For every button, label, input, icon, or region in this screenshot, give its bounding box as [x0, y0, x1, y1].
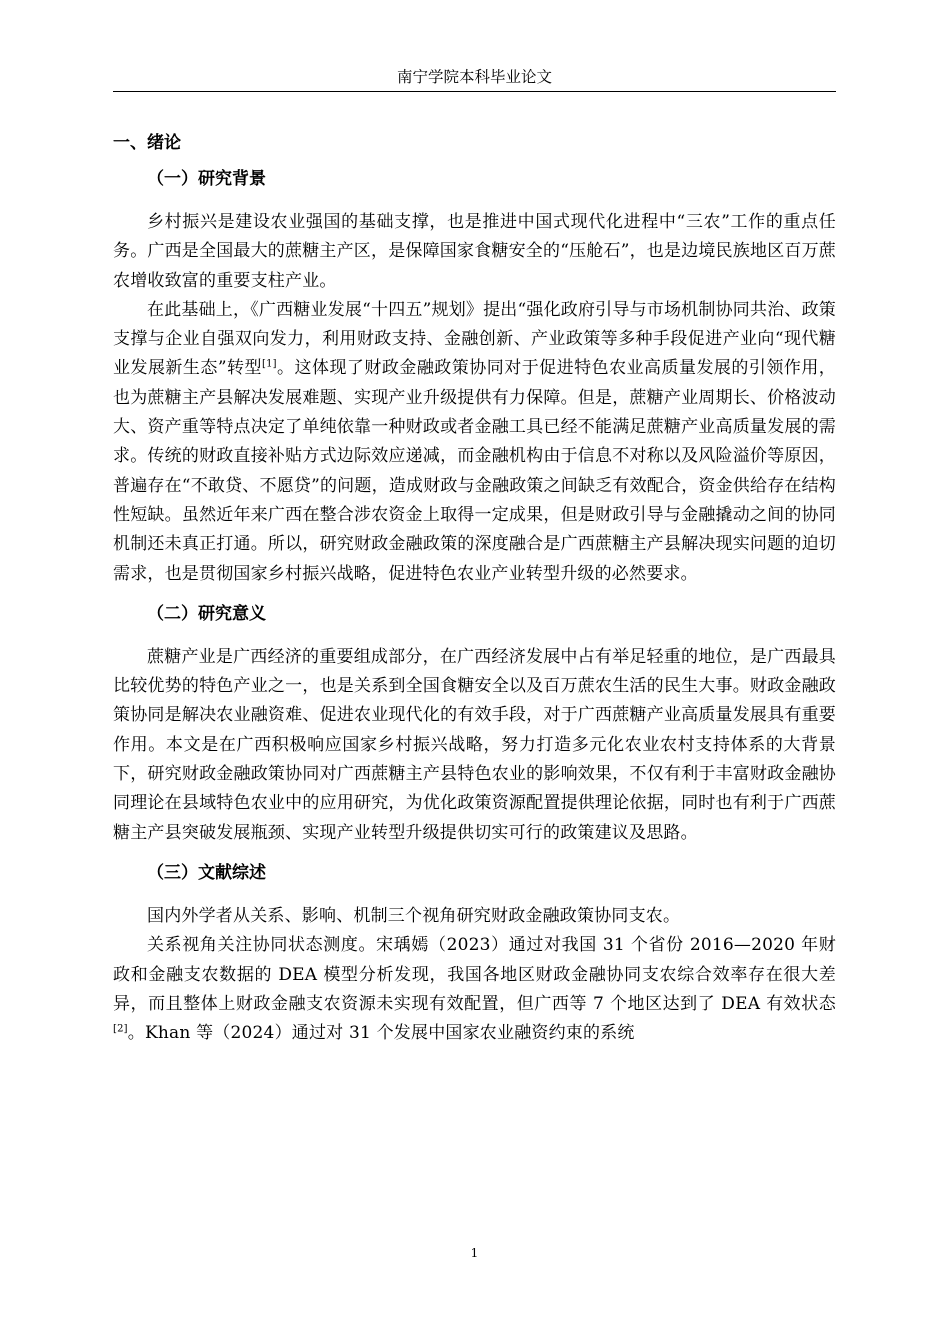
header-rule — [113, 91, 836, 92]
paragraph-text: 。这体现了财政金融政策协同对于促进特色农业高质量发展的引领作用，也为蔗糖主产县解决发展难题、实现产业升级提供有力保障。但是，蔗糖产业周期长、价格波动大、资产重等特点决定了单纯依靠一种财政或者金融工具已经不能满足蔗糖产业高质量发展的需求。传统的财政直接补贴方式边际效应递减，而金融机构由于信息不对称以及风险溢价等原因，普遍存在“不敢贷、不愿贷”的问题，造成财政与金融政策之间缺乏有效配合，资金供给存在结构性短缺。虽然近年来广西在整合涉农资金上取得一定成果，但是财政引导与金融撬动之间的协同机制还未真正打通。所以，研究财政金融政策的深度融合是广西蔗糖主产县解决现实问题的迫切需求，也是贯彻国家乡村振兴战略，促进特色农业产业转型升级的必然要求。 — [113, 358, 836, 584]
subsection-heading-significance: （二）研究意义 — [147, 603, 266, 624]
citation-2[interactable]: [2] — [113, 1023, 128, 1035]
subsection-heading-background: （一）研究背景 — [147, 169, 266, 189]
page-number: 1 — [470, 1246, 479, 1260]
running-header: 南宁学院本科毕业论文 — [396, 68, 552, 86]
body-text — [113, 128, 836, 1048]
paragraph-literature-2 — [113, 931, 836, 1048]
paragraph-significance-1: 蔗糖产业是广西经济的重要组成部分，在广西经济发展中占有举足轻重的地位，是广西最具比较优势的特色产业之一，也是关系到全国食糖安全以及百万蔗农生活的民生大事。财政金融政策协同是解决农业融资难、促进农业现代化的有效手段，对于广西蔗糖产业高质量发展具有重要作用。本文是在广西积极响应国家乡村振兴战略，努力打造多元化农业农村支持体系的大背景下，研究财政金融政策协同对广西蔗糖主产县特色农业的影响效果，不仅有利于丰富财政金融协同理论在县域特色农业中的应用研究，为优化政策资源配置提供理论依据，同时也有利于广西蔗糖主产县突破发展瓶颈、实现产业转型升级提供切实可行的政策建议及思路。 — [113, 646, 836, 843]
paragraph-text: 关系视角关注协同状态测度。宋瑀嫣（2023）通过对我国 31 个省份 2016—2020 年财政和金融支农数据的 DEA 模型分析发现，我国各地区财政金融协同支农综合效率存在很大差异，而且整体上财政金融支农资源未实现有效配置，但广西等 7 个地区达到了 DEA 有效状态 — [113, 935, 836, 1014]
subsection-heading-literature: （三）文献综述 — [147, 862, 266, 883]
citation-1[interactable]: [1] — [261, 358, 277, 370]
section-heading-introduction: 一、绪论 — [113, 133, 181, 153]
paragraph-text: 。Khan 等（2024）通过对 31 个发展中国家农业融资约束的系统 — [127, 1023, 635, 1044]
paragraph-literature-1: 国内外学者从关系、影响、机制三个视角研究财政金融政策协同支农。 — [147, 905, 681, 926]
paragraph-background-1: 乡村振兴是建设农业强国的基础支撑，也是推进中国式现代化进程中“三农”工作的重点任务。广西是全国最大的蔗糖主产区，是保障国家食糖安全的“压舱石”，也是边境民族地区百万蔗农增收致富的重要支柱产业。 — [113, 212, 836, 291]
paragraph-text: 在此基础上，《广西糖业发展“十四五”规划》提出“强化政府引导与市场机制协同共治、政策支撑与企业自强双向发力，利用财政支持、金融创新、产业政策等多种手段促进产业向“现代糖业发展新生态”转型 — [113, 299, 836, 379]
paragraph-background-2 — [113, 296, 836, 589]
